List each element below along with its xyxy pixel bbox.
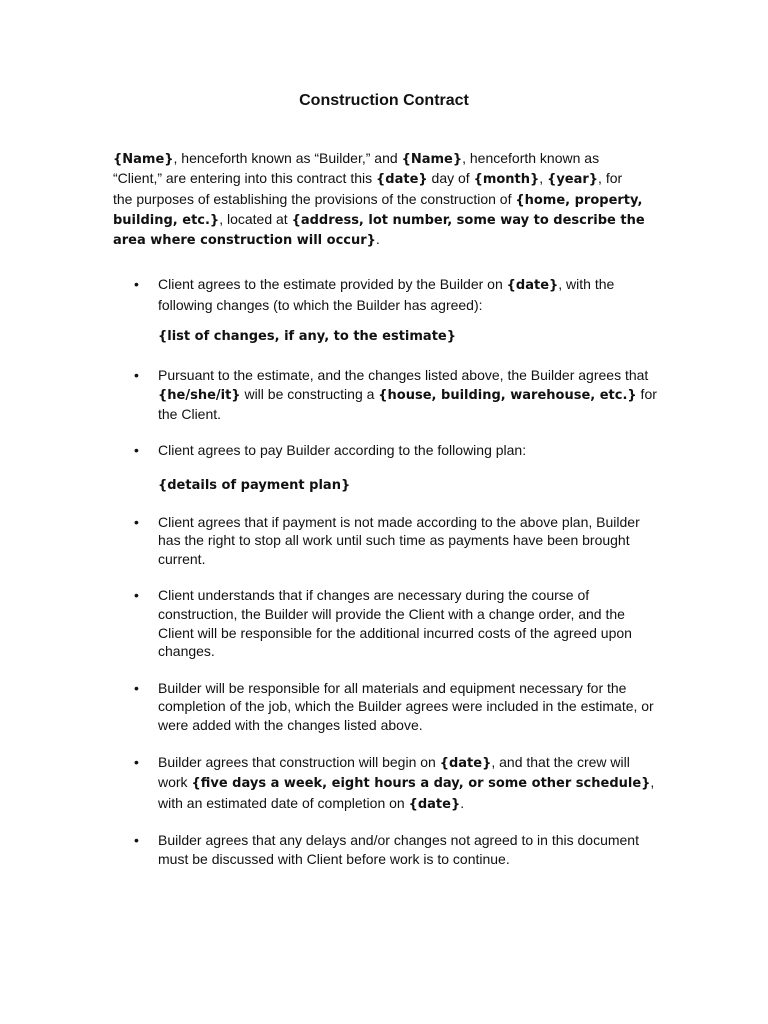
bullet-icon: • bbox=[134, 276, 139, 292]
item-text: . bbox=[460, 794, 465, 811]
intro-text: , located at bbox=[219, 210, 292, 227]
placeholder-estimate-date: {date} bbox=[506, 278, 559, 293]
intro-paragraph bbox=[113, 149, 645, 250]
list-item bbox=[113, 586, 658, 660]
item-text: Client agrees to pay Builder according to the following plan: bbox=[158, 441, 527, 458]
item-text: Builder will be responsible for all materials and equipment necessary for the completion of the job, which the Builder agrees were included in the estimate, or were added with the changes listed above. bbox=[158, 679, 654, 733]
placeholder-payment-plan: {details of payment plan} bbox=[158, 477, 351, 493]
placeholder-structure-type: {house, building, warehouse, etc.} bbox=[378, 387, 637, 403]
item-text: Builder agrees that any delays and/or changes not agreed to in this document must be discussed with Client before work is to continue. bbox=[158, 832, 639, 867]
item-text: , with an estimated date of completion on bbox=[158, 774, 655, 811]
bullet-icon: • bbox=[134, 513, 139, 530]
item-text: , and that the crew will work bbox=[158, 753, 630, 791]
intro-text: . bbox=[375, 231, 380, 248]
list-item bbox=[113, 441, 658, 460]
list-sub-item bbox=[113, 477, 658, 495]
list-item bbox=[113, 275, 658, 314]
placeholder-property-type: {home, property, building, etc.} bbox=[113, 192, 643, 228]
placeholder-start-date: {date} bbox=[439, 755, 492, 771]
list-item bbox=[113, 831, 658, 868]
placeholder-month: {month} bbox=[473, 172, 540, 188]
document-title: Construction Contract bbox=[299, 92, 469, 109]
intro-text: day of bbox=[427, 170, 474, 187]
list-sub-item bbox=[113, 328, 658, 346]
placeholder-year: {year} bbox=[547, 172, 599, 188]
list-item bbox=[113, 366, 658, 424]
bullet-icon: • bbox=[134, 832, 139, 849]
item-text: Builder agrees that construction will begin on bbox=[158, 753, 440, 770]
list-item bbox=[113, 679, 658, 735]
placeholder-list-of-changes: {list of changes, if any, to the estimate} bbox=[158, 329, 456, 345]
placeholder-date: {date} bbox=[376, 172, 428, 188]
placeholder-completion-date: {date} bbox=[408, 796, 461, 812]
provisions-list bbox=[113, 275, 658, 868]
bullet-icon: • bbox=[134, 679, 139, 696]
intro-text: , henceforth known as “Builder,” and bbox=[173, 150, 402, 166]
item-text: Client agrees to the estimate provided by the Builder on bbox=[158, 276, 507, 292]
bullet-icon: • bbox=[134, 587, 139, 604]
item-text: for the Client. bbox=[158, 385, 657, 423]
placeholder-work-schedule: {five days a week, eight hours a day, or some other schedule} bbox=[191, 776, 651, 792]
list-item bbox=[113, 753, 658, 815]
item-text: Client understands that if changes are necessary during the course of construction, the Builder will provide the Client with a change order, and the Client will be responsible for the additional incurred costs of the agreed upon changes. bbox=[158, 587, 632, 660]
item-text: Pursuant to the estimate, and the changes listed above, the Builder agrees that bbox=[158, 367, 649, 384]
intro-text: , henceforth known as “Client,” are entering into this contract this bbox=[113, 150, 600, 187]
intro-text: , for the purposes of establishing the provisions of the construction of bbox=[113, 170, 623, 207]
bullet-icon: • bbox=[134, 367, 139, 384]
placeholder-address: {address, lot number, some way to describe the area where construction will occur} bbox=[113, 212, 645, 249]
intro-text: , bbox=[539, 170, 548, 187]
item-text: will be constructing a bbox=[240, 385, 379, 402]
placeholder-builder-name: {Name} bbox=[113, 152, 174, 167]
bullet-icon: • bbox=[134, 441, 139, 458]
placeholder-pronoun: {he/she/it} bbox=[158, 387, 241, 403]
placeholder-client-name: {Name} bbox=[401, 152, 463, 167]
item-text: Client agrees that if payment is not made according to the above plan, Builder has the right to stop all work until such time as payments have been brought current. bbox=[158, 513, 640, 567]
list-item bbox=[113, 513, 658, 569]
item-text: , with the following changes (to which the Builder has agreed): bbox=[158, 276, 615, 313]
bullet-icon: • bbox=[134, 753, 139, 770]
